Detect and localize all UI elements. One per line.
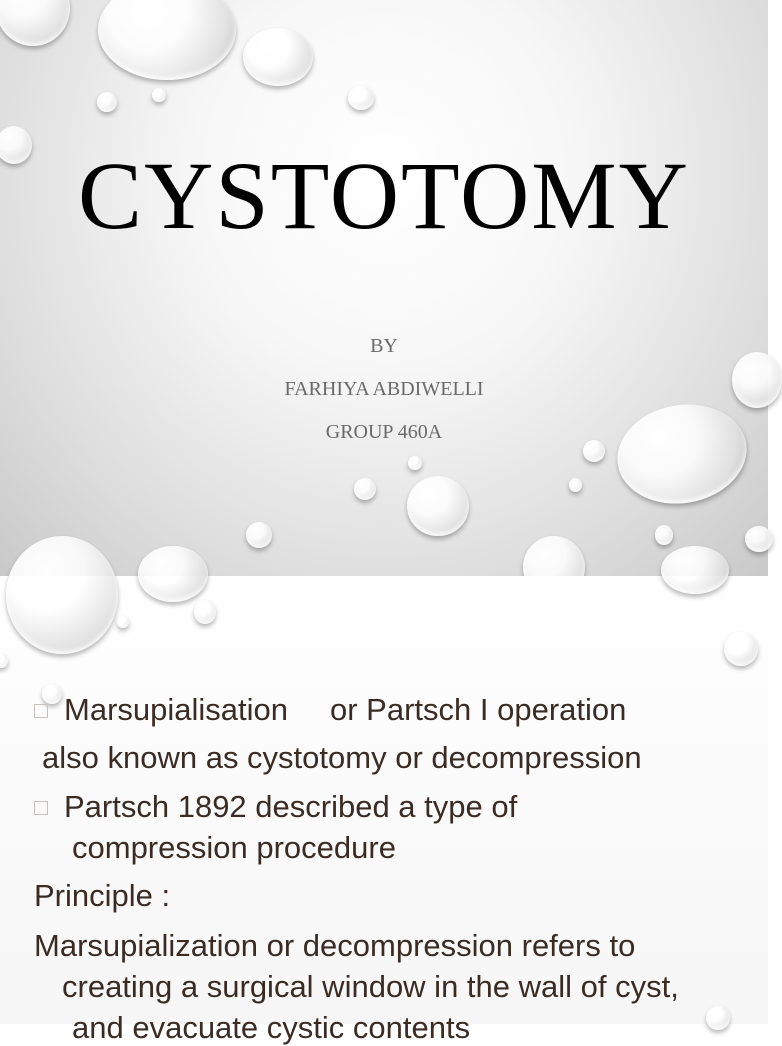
- bullet-text-b: or Partsch I operation: [330, 692, 627, 727]
- body-line: Marsupialization or decompression refers to: [34, 928, 636, 963]
- water-drop: [117, 616, 129, 628]
- water-drop: [706, 1006, 730, 1030]
- water-drop: [138, 546, 208, 602]
- water-drop: [745, 526, 773, 552]
- water-drop: [348, 86, 374, 110]
- author-name: FARHIYA ABDIWELLI: [284, 378, 484, 400]
- bullet-icon: [34, 801, 48, 815]
- water-drop: [6, 536, 118, 654]
- water-drop: [655, 525, 673, 545]
- body-line: compression procedure: [72, 830, 396, 865]
- group-label: GROUP 460A: [325, 421, 443, 443]
- water-drop: [152, 88, 166, 102]
- slide-title: CYSTOTOMY: [78, 142, 690, 249]
- body-line: creating a surgical window in the wall of cyst,: [62, 969, 679, 1004]
- water-drop: [246, 522, 272, 548]
- water-drop: [724, 632, 758, 666]
- water-drop: [354, 478, 376, 500]
- water-drop: [194, 600, 216, 624]
- principle-heading: Principle :: [34, 878, 171, 913]
- bullet-icon: [34, 704, 48, 718]
- water-drop: [569, 478, 582, 492]
- water-drop: [407, 476, 469, 536]
- water-drop: [408, 456, 422, 470]
- water-drop: [661, 546, 729, 594]
- body-line: also known as cystotomy or decompression: [42, 740, 642, 775]
- bullet-text-a: Marsupialisation: [64, 692, 288, 727]
- by-label: BY: [370, 335, 398, 357]
- water-drop: [98, 0, 236, 80]
- water-drop: [243, 28, 313, 86]
- bullet-text: Partsch 1892 described a type of: [64, 789, 518, 824]
- content-slide: [0, 576, 768, 1045]
- body-line: and evacuate cystic contents: [72, 1010, 471, 1045]
- water-drop: [609, 394, 754, 513]
- water-drop: [0, 654, 8, 668]
- bullet-item-marsupialisation: [34, 692, 626, 728]
- water-drop: [97, 92, 117, 112]
- water-drop: [0, 0, 70, 46]
- bullet-item-partsch: [34, 789, 517, 825]
